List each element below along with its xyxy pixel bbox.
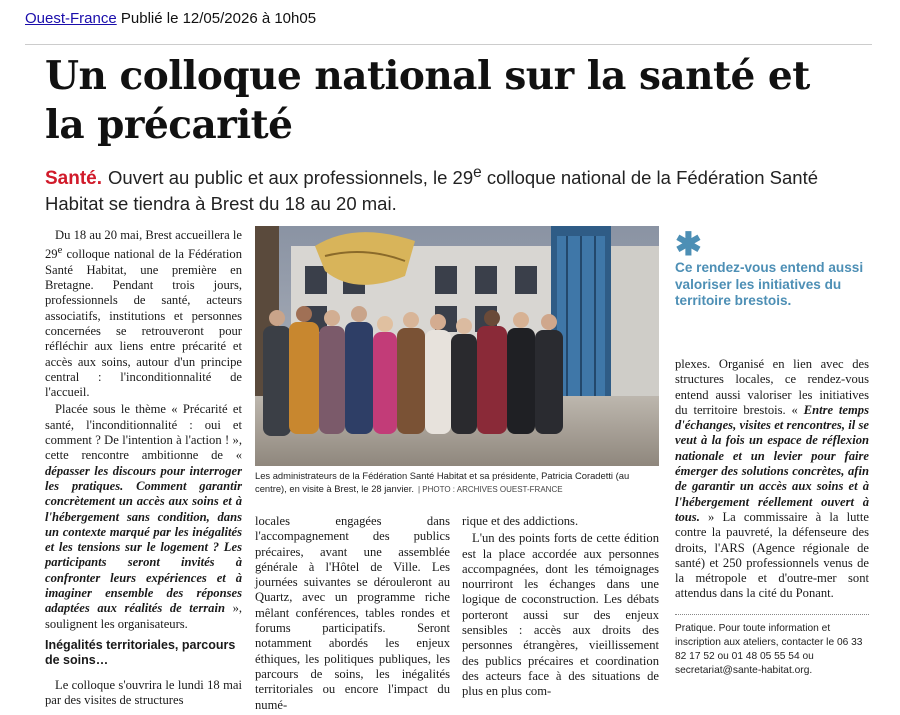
practical-info: Pratique. Pour toute information et inscription aux ateliers, contacter le 06 33 82 17 52 ou 01 48 05 55 54 ou secretariat@sante-habitat.org. xyxy=(675,623,863,676)
standfirst-sup: e xyxy=(473,164,482,181)
body-column-2 xyxy=(255,514,450,715)
paragraph-3: Le colloque s'ouvrira le lundi 18 mai par des visites de structures xyxy=(45,677,242,708)
article-header xyxy=(25,10,316,27)
caption-text: Les administrateurs de la Fédération Santé Habitat et sa présidente, Patricia Coradetti (au centre), en visite à Brest, le 28 janvier. xyxy=(255,470,630,494)
standfirst xyxy=(45,160,865,216)
paragraph-1 xyxy=(45,228,242,400)
paragraph-7-quote: Entre temps d'échanges, visites et rencontres, il se veut à la fois un espace de réflexion nationale et un levier pour faire émerger des solutions concrètes, afin de garantir un accès aux soins et à l'hébergement réellement ouvert à tous. xyxy=(675,402,869,524)
photo-caption xyxy=(255,470,659,496)
pull-quote-text: Ce rendez-vous entend aussi valoriser les initiatives du territoire brestois. xyxy=(675,260,864,308)
paragraph-1-b: colloque national de la Fédération Santé Habitat, une première en Bretagne. Pendant trois jours, professionnels de santé, acteurs associatifs, institutions et personnes concernées se retrouveront pour réfléchir aux liens entre précarité et accès aux soins, autour d'un principe central : l'inconditionnalité de l'accueil. xyxy=(45,247,242,400)
kicker: Santé. xyxy=(45,168,103,190)
paragraph-7 xyxy=(675,357,869,602)
paragraph-2-quote: dépasser les discours pour interroger les pratiques. Comment garantir concrètement un accès aux soins et à l'hébergement sans condition, dans un contexte marqué par les inégalités et les tensions sur le logement ? Les participants seront invités à confronter leurs expériences et à imaginer ensemble des réponses adaptées aux réalités de terrain xyxy=(45,463,242,616)
practical-divider xyxy=(675,614,869,615)
paragraph-1-a: Du 18 au 20 mai, Brest accueillera le 29 xyxy=(45,228,242,262)
standfirst-text-b: colloque national de la Fédération Santé Habitat se tiendra à Brest du 18 au 20 mai. xyxy=(45,167,819,215)
group-photo xyxy=(255,226,659,466)
source-link[interactable]: Ouest-France xyxy=(25,10,117,27)
standfirst-text-a: Ouvert au public et aux professionnels, le 29 xyxy=(108,167,474,189)
body-column-1 xyxy=(45,228,242,711)
paragraph-4: locales engagées dans l'accompagnement des publics précaires, avant une assemblée générale à l'Hôtel de Ville. Les journées suivantes se dérouleront au Quartz, avec un programme riche mêlant conférences, tables rondes et forums participatifs. Seront notamment abordés les enjeux éthiques, les politiques publiques, les parcours de soins, les inégalités territoriales ou encore l'impact du numé- xyxy=(255,514,450,712)
paragraph-2-b: », soulignent les organisateurs. xyxy=(45,601,243,631)
paragraph-7-a: plexes. Organisé en lien avec des structures locales, ce rendez-vous entend aussi valoriser les initiatives du territoire brestois. « xyxy=(675,357,869,417)
headline: Un colloque national sur la santé et la précarité xyxy=(45,53,810,148)
photo-credit: | PHOTO : ARCHIVES OUEST-FRANCE xyxy=(417,484,563,494)
paragraph-5: rique et des addictions. xyxy=(462,514,579,528)
pull-quote xyxy=(675,226,869,310)
body-column-3 xyxy=(462,514,659,702)
paragraph-7-b: » La commissaire à la lutte contre la pauvreté, la défenseure des droits, l'ARS (Agence régionale de santé) et 250 professionnels venus de la métropole et d'outre-mer sont attendus dans la cité du Ponant. xyxy=(675,509,869,601)
paragraph-2-a: Placée sous le thème « Précarité et santé, l'inconditionnalité : oui et comment ? De l'intention à l'action ! », cette rencontre ambitionne de « xyxy=(45,402,242,463)
paragraph-6: L'un des points forts de cette édition est la place accordée aux personnes accompagnées, dont les témoignages nourriront les échanges dans une logique de coconstruction. Les débats porteront aussi sur des enjeux sensibles : accès aux droits des personnes étrangères, vieillissement des publics précaires et coordination des acteurs face à des situations de plus en plus com- xyxy=(462,531,659,699)
published-date: Publié le 12/05/2026 à 10h05 xyxy=(120,10,317,27)
subheading: Inégalités territoriales, parcours de soins… xyxy=(45,637,236,667)
paragraph-1-sup: e xyxy=(57,245,63,257)
asterisk-icon: ✱ xyxy=(675,226,702,262)
header-divider xyxy=(25,44,872,45)
body-column-4 xyxy=(675,357,869,604)
paragraph-2 xyxy=(45,402,242,631)
